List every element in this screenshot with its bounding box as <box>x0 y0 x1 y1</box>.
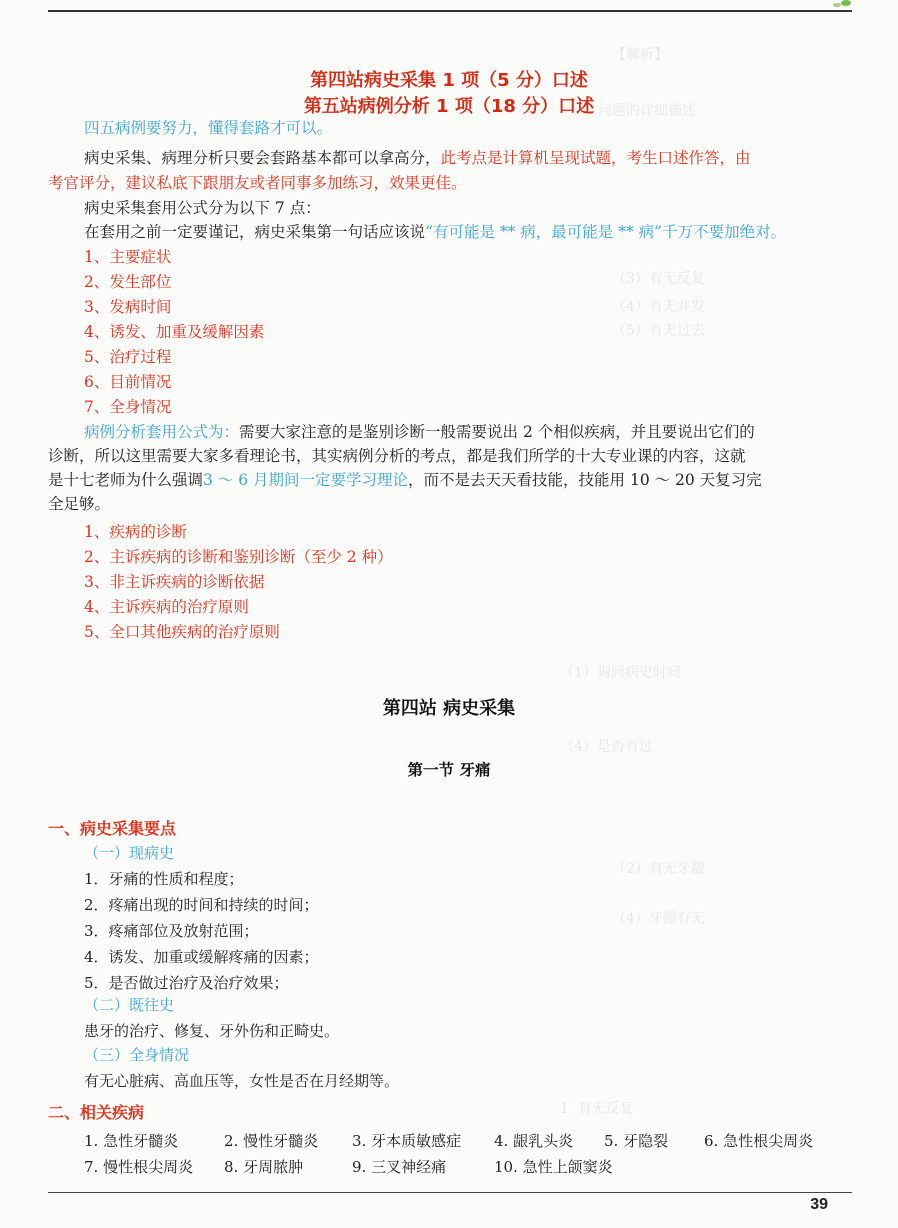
case-text: ，而不是去天天看技能，技能用 10 ～ 20 天复习完 <box>408 471 762 489</box>
past-history-heading: （二）既往史 <box>84 996 175 1014</box>
disease-item: 9. 三叉神经痛 <box>352 1158 447 1176</box>
case-point: 4、主诉疾病的治疗原则 <box>84 598 249 616</box>
bleed-through-text: （1）询问病史时间 <box>560 665 681 681</box>
p1-red-text-line2: 考官评分，建议私底下跟朋友或者同事多加练习，效果更佳。 <box>48 174 467 192</box>
case-text: 需要大家注意的是鉴别诊断一般需要说出 2 个相似疾病，并且要说出它们的 <box>239 423 755 441</box>
bleed-through-text: （5）有无过去 <box>612 323 705 339</box>
intro-paragraph-2: 病史采集套用公式分为以下 7 点： <box>84 199 321 217</box>
general-condition-heading: （三）全身情况 <box>84 1046 190 1064</box>
related-diseases-heading: 二、相关疾病 <box>48 1103 145 1122</box>
p1-red-text: 此考点是计算机呈现试题，考生口述作答，由 <box>440 149 751 167</box>
case-paragraph-line3 <box>48 468 762 493</box>
present-illness-item: 2．疼痛出现的时间和持续的时间； <box>84 896 319 914</box>
bleed-through-text: （2）有无牙龈 <box>612 861 705 877</box>
case-paragraph-line1 <box>84 420 755 445</box>
present-illness-item: 4．诱发、加重或缓解疼痛的因素； <box>84 948 319 966</box>
p3-black-text: 在套用之前一定要谨记，病史采集第一句话应该说 <box>84 223 426 241</box>
present-illness-item: 3．疼痛部位及放射范围； <box>84 922 259 940</box>
history-point: 1、主要症状 <box>84 248 172 266</box>
present-illness-item: 1．牙痛的性质和程度； <box>84 870 244 888</box>
station-title: 第四站 病史采集 <box>382 698 516 719</box>
history-point: 7、全身情况 <box>84 398 172 416</box>
case-text: 是十七老师为什么强调 <box>48 471 204 489</box>
case-highlight: 3 ～ 6 月期间一定要学习理论 <box>203 471 409 489</box>
case-paragraph-line4: 全足够。 <box>48 495 111 513</box>
p3-blue-text: “有可能是 ** 病，最可能是 ** 病”千万不要加绝对。 <box>425 223 787 241</box>
p1-black-text: 病史采集、病理分析只要会套路基本都可以拿高分， <box>84 149 441 167</box>
history-point: 5、治疗过程 <box>84 348 172 366</box>
disease-item: 10. 急性上颌窦炎 <box>494 1158 613 1176</box>
past-history-text: 患牙的治疗、修复、牙外伤和正畸史。 <box>84 1022 340 1040</box>
page-number: 39 <box>810 1196 828 1213</box>
disease-item: 3. 牙本质敏感症 <box>352 1132 462 1150</box>
intro-title-line1: 第四站病史采集 1 项（5 分）口述 <box>310 70 588 91</box>
disease-item: 8. 牙周脓肿 <box>224 1158 304 1176</box>
bleed-through-text: 【解析】 <box>612 47 668 63</box>
bleed-through-text: 问题的详细描述 <box>598 103 696 119</box>
bleed-through-text: （4）有无并发 <box>612 299 705 315</box>
present-illness-item: 5．是否做过治疗及治疗效果； <box>84 974 289 992</box>
case-point: 5、全口其他疾病的治疗原则 <box>84 623 280 641</box>
intro-title-line2: 第五站病例分析 1 项（18 分）口述 <box>303 96 595 117</box>
present-illness-heading: （一）现病史 <box>84 844 175 862</box>
history-point: 4、诱发、加重及缓解因素 <box>84 323 265 341</box>
case-label: 病例分析套用公式为： <box>84 423 240 441</box>
disease-item: 7. 慢性根尖周炎 <box>84 1158 194 1176</box>
header-rule <box>48 10 852 12</box>
history-point: 2、发生部位 <box>84 273 172 291</box>
history-point: 6、目前情况 <box>84 373 172 391</box>
bleed-through-text: 1. 有无反复 <box>560 1101 634 1117</box>
intro-paragraph-3 <box>84 220 786 245</box>
leaf-logo-icon <box>830 0 852 10</box>
disease-item: 1. 急性牙髓炎 <box>84 1132 179 1150</box>
footer-rule <box>48 1192 852 1193</box>
case-paragraph-line2: 诊断，所以这里需要大家多看理论书，其实病例分析的考点，都是我们所学的十大专业课的内容，这就 <box>48 447 746 465</box>
intro-paragraph-1 <box>84 146 751 171</box>
bleed-through-text: （4）牙龈有无 <box>612 911 705 927</box>
general-condition-text: 有无心脏病、高血压等，女性是否在月经期等。 <box>84 1072 400 1090</box>
case-point: 1、疾病的诊断 <box>84 523 187 541</box>
section-title: 第一节 牙痛 <box>407 761 491 779</box>
disease-item: 2. 慢性牙髓炎 <box>224 1132 319 1150</box>
case-point: 3、非主诉疾病的诊断依据 <box>84 573 265 591</box>
history-point: 3、发病时间 <box>84 298 172 316</box>
disease-item: 6. 急性根尖周炎 <box>704 1132 814 1150</box>
disease-item: 5. 牙隐裂 <box>604 1132 669 1150</box>
bleed-through-text: （3）有无反复 <box>612 271 705 287</box>
bleed-through-text: （4）是否有过 <box>560 739 653 755</box>
intro-note: 四五病例要努力，懂得套路才可以。 <box>84 119 333 137</box>
history-points-heading: 一、病史采集要点 <box>48 819 177 838</box>
disease-item: 4. 龈乳头炎 <box>494 1132 574 1150</box>
case-point: 2、主诉疾病的诊断和鉴别诊断（至少 2 种） <box>84 548 393 566</box>
